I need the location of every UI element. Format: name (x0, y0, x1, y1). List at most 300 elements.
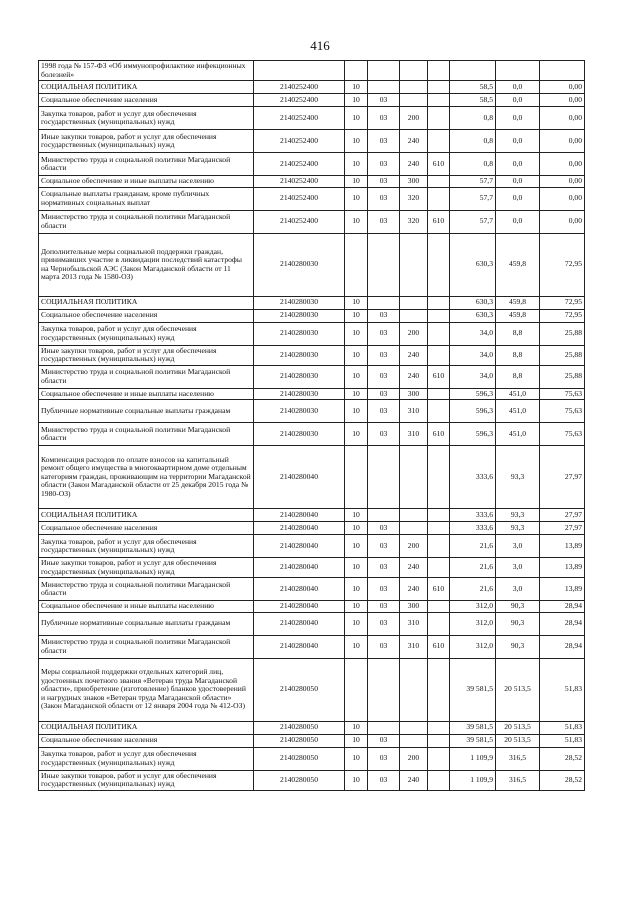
row-ministry-code (428, 107, 450, 130)
row-target-code: 2140280040 (254, 522, 345, 535)
row-ministry-code (428, 446, 450, 509)
table-row (39, 423, 585, 446)
row-section: 10 (345, 601, 368, 613)
row-section (345, 233, 368, 296)
row-expense-type: 310 (400, 423, 428, 446)
row-name: Социальное обеспечение и иные выплаты населению (39, 601, 254, 613)
row-subsection: 03 (368, 176, 400, 188)
row-section: 10 (345, 345, 368, 365)
row-subsection: 03 (368, 612, 400, 635)
row-actual-value: 90,3 (496, 601, 540, 613)
row-expense-type: 240 (400, 130, 428, 153)
row-plan-value: 0,8 (450, 130, 496, 153)
row-name: Социальное обеспечение населения (39, 522, 254, 535)
row-ministry-code: 610 (428, 578, 450, 601)
row-section: 10 (345, 107, 368, 130)
row-section: 10 (345, 187, 368, 210)
row-actual-value: 3,0 (496, 558, 540, 578)
row-plan-value: 57,7 (450, 210, 496, 233)
row-name: 1998 года № 157-ФЗ «Об иммунопрофилактике инфекционных болезней» (39, 61, 254, 81)
row-percent: 0,00 (540, 81, 585, 94)
row-ministry-code (428, 309, 450, 322)
row-plan-value: 333,6 (450, 509, 496, 522)
row-section: 10 (345, 94, 368, 107)
row-actual-value: 459,8 (496, 309, 540, 322)
row-ministry-code (428, 734, 450, 747)
row-section: 10 (345, 770, 368, 790)
row-subsection (368, 61, 400, 81)
row-percent: 72,95 (540, 309, 585, 322)
row-percent: 13,89 (540, 535, 585, 558)
row-ministry-code (428, 509, 450, 522)
row-expense-type (400, 81, 428, 94)
row-name: СОЦИАЛЬНАЯ ПОЛИТИКА (39, 721, 254, 734)
row-plan-value: 312,0 (450, 612, 496, 635)
row-ministry-code (428, 81, 450, 94)
row-plan-value: 333,6 (450, 446, 496, 509)
row-actual-value: 90,3 (496, 612, 540, 635)
row-target-code (254, 61, 345, 81)
row-expense-type (400, 233, 428, 296)
row-target-code: 2140280050 (254, 747, 345, 770)
table-row (39, 400, 585, 423)
row-plan-value: 39 581,5 (450, 658, 496, 721)
table-row (39, 446, 585, 509)
row-section: 10 (345, 296, 368, 309)
table-row (39, 601, 585, 613)
row-plan-value: 34,0 (450, 345, 496, 365)
row-percent: 28,52 (540, 770, 585, 790)
row-plan-value: 34,0 (450, 322, 496, 345)
table-row (39, 721, 585, 734)
budget-table (38, 60, 585, 791)
row-subsection (368, 658, 400, 721)
row-subsection (368, 509, 400, 522)
row-actual-value: 0,0 (496, 187, 540, 210)
row-subsection: 03 (368, 747, 400, 770)
table-row (39, 94, 585, 107)
table-row (39, 365, 585, 388)
row-percent: 51,83 (540, 721, 585, 734)
row-section: 10 (345, 558, 368, 578)
row-section: 10 (345, 578, 368, 601)
row-name: Социальное обеспечение населения (39, 309, 254, 322)
row-expense-type: 240 (400, 153, 428, 176)
row-subsection (368, 721, 400, 734)
row-percent: 0,00 (540, 107, 585, 130)
row-percent: 27,97 (540, 522, 585, 535)
row-expense-type: 300 (400, 601, 428, 613)
table-row (39, 296, 585, 309)
row-target-code: 2140280030 (254, 365, 345, 388)
row-name: Закупка товаров, работ и услуг для обеспечения государственных (муниципальных) нужд (39, 535, 254, 558)
row-ministry-code: 610 (428, 365, 450, 388)
row-percent: 51,83 (540, 658, 585, 721)
row-expense-type: 240 (400, 770, 428, 790)
row-section: 10 (345, 423, 368, 446)
row-subsection: 03 (368, 345, 400, 365)
row-subsection: 03 (368, 94, 400, 107)
row-ministry-code (428, 187, 450, 210)
row-actual-value: 93,3 (496, 446, 540, 509)
row-subsection: 03 (368, 770, 400, 790)
row-actual-value: 0,0 (496, 153, 540, 176)
row-percent: 28,94 (540, 601, 585, 613)
row-target-code: 2140280040 (254, 601, 345, 613)
row-percent: 28,52 (540, 747, 585, 770)
table-row (39, 107, 585, 130)
row-actual-value: 0,0 (496, 130, 540, 153)
row-name: Закупка товаров, работ и услуг для обеспечения государственных (муниципальных) нужд (39, 322, 254, 345)
row-target-code: 2140252400 (254, 130, 345, 153)
row-target-code: 2140252400 (254, 94, 345, 107)
row-target-code: 2140280050 (254, 721, 345, 734)
row-percent: 25,88 (540, 365, 585, 388)
row-plan-value: 34,0 (450, 365, 496, 388)
row-actual-value: 0,0 (496, 107, 540, 130)
table-row (39, 612, 585, 635)
row-name: Социальное обеспечение и иные выплаты населению (39, 388, 254, 400)
row-subsection: 03 (368, 635, 400, 658)
row-name: Компенсация расходов по оплате взносов на капитальный ремонт общего имущества в многоквартирном доме отдельным категориям граждан, проживающим на территории Магаданской области (Закон Магаданской области от 25 декабря 2015 года № 1980-ОЗ) (39, 446, 254, 509)
row-ministry-code (428, 601, 450, 613)
row-ministry-code (428, 721, 450, 734)
table-row (39, 658, 585, 721)
row-subsection: 03 (368, 558, 400, 578)
row-target-code: 2140280050 (254, 658, 345, 721)
row-expense-type (400, 94, 428, 107)
table-row (39, 81, 585, 94)
row-subsection: 03 (368, 522, 400, 535)
row-target-code: 2140280040 (254, 535, 345, 558)
row-actual-value: 451,0 (496, 388, 540, 400)
row-ministry-code (428, 296, 450, 309)
row-percent: 75,63 (540, 423, 585, 446)
row-actual-value: 3,0 (496, 578, 540, 601)
row-expense-type: 240 (400, 365, 428, 388)
row-expense-type: 300 (400, 176, 428, 188)
row-ministry-code (428, 400, 450, 423)
row-percent: 13,89 (540, 578, 585, 601)
row-section: 10 (345, 535, 368, 558)
row-actual-value: 20 513,5 (496, 658, 540, 721)
row-subsection: 03 (368, 535, 400, 558)
row-target-code: 2140252400 (254, 176, 345, 188)
row-ministry-code (428, 770, 450, 790)
row-expense-type (400, 446, 428, 509)
row-section: 10 (345, 635, 368, 658)
row-target-code: 2140280050 (254, 734, 345, 747)
row-plan-value: 58,5 (450, 81, 496, 94)
row-section: 10 (345, 509, 368, 522)
row-name: Министерство труда и социальной политики Магаданской области (39, 153, 254, 176)
table-row (39, 153, 585, 176)
row-subsection (368, 446, 400, 509)
table-row (39, 770, 585, 790)
row-subsection: 03 (368, 734, 400, 747)
table-row (39, 734, 585, 747)
row-plan-value: 39 581,5 (450, 734, 496, 747)
row-expense-type (400, 734, 428, 747)
row-ministry-code (428, 322, 450, 345)
row-subsection (368, 233, 400, 296)
row-subsection: 03 (368, 365, 400, 388)
row-plan-value: 0,8 (450, 107, 496, 130)
row-actual-value: 8,8 (496, 345, 540, 365)
row-subsection: 03 (368, 210, 400, 233)
row-name: Социальное обеспечение и иные выплаты населению (39, 176, 254, 188)
row-plan-value: 1 109,9 (450, 747, 496, 770)
row-plan-value: 21,6 (450, 535, 496, 558)
row-ministry-code: 610 (428, 210, 450, 233)
row-percent: 28,94 (540, 612, 585, 635)
row-subsection: 03 (368, 107, 400, 130)
row-name: Социальные выплаты гражданам, кроме публичных нормативных социальных выплат (39, 187, 254, 210)
row-subsection: 03 (368, 153, 400, 176)
row-ministry-code (428, 522, 450, 535)
row-actual-value: 0,0 (496, 176, 540, 188)
row-plan-value: 312,0 (450, 601, 496, 613)
row-ministry-code: 610 (428, 635, 450, 658)
row-name: Министерство труда и социальной политики Магаданской области (39, 365, 254, 388)
row-section: 10 (345, 153, 368, 176)
row-name: Закупка товаров, работ и услуг для обеспечения государственных (муниципальных) нужд (39, 107, 254, 130)
row-name: Дополнительные меры социальной поддержки граждан, принимавших участие в ликвидации последствий катастрофы на Чернобыльской АЭС (Закон Магаданской области от 11 марта 2013 года № 1580-ОЗ) (39, 233, 254, 296)
row-plan-value: 630,3 (450, 233, 496, 296)
row-expense-type (400, 658, 428, 721)
row-section: 10 (345, 322, 368, 345)
row-actual-value: 459,8 (496, 233, 540, 296)
row-actual-value: 316,5 (496, 747, 540, 770)
row-expense-type: 310 (400, 400, 428, 423)
table-row (39, 187, 585, 210)
row-section: 10 (345, 721, 368, 734)
row-percent: 0,00 (540, 210, 585, 233)
row-subsection (368, 296, 400, 309)
row-actual-value: 20 513,5 (496, 734, 540, 747)
row-plan-value: 333,6 (450, 522, 496, 535)
row-ministry-code (428, 233, 450, 296)
row-percent: 28,94 (540, 635, 585, 658)
row-expense-type (400, 522, 428, 535)
row-target-code: 2140280030 (254, 388, 345, 400)
row-expense-type (400, 721, 428, 734)
row-expense-type (400, 296, 428, 309)
row-target-code: 2140280030 (254, 296, 345, 309)
row-ministry-code (428, 94, 450, 107)
row-actual-value: 451,0 (496, 423, 540, 446)
row-section: 10 (345, 747, 368, 770)
row-target-code: 2140280040 (254, 558, 345, 578)
row-target-code: 2140280030 (254, 322, 345, 345)
row-plan-value: 1 109,9 (450, 770, 496, 790)
row-name: Иные закупки товаров, работ и услуг для обеспечения государственных (муниципальных) нужд (39, 130, 254, 153)
row-subsection: 03 (368, 322, 400, 345)
row-subsection: 03 (368, 309, 400, 322)
table-row (39, 233, 585, 296)
row-expense-type: 320 (400, 210, 428, 233)
row-expense-type: 310 (400, 612, 428, 635)
row-ministry-code (428, 558, 450, 578)
row-ministry-code (428, 345, 450, 365)
row-section: 10 (345, 400, 368, 423)
row-target-code: 2140252400 (254, 81, 345, 94)
page-number: 416 (310, 38, 330, 53)
row-percent: 0,00 (540, 153, 585, 176)
row-name: Министерство труда и социальной политики Магаданской области (39, 210, 254, 233)
row-target-code: 2140252400 (254, 153, 345, 176)
row-ministry-code: 610 (428, 423, 450, 446)
row-name: Меры социальной поддержки отдельных категорий лиц, удостоенных почетного звания «Ветеран труда Магаданской области», приобретение (изготовление) бланков удостоверений и нагрудных знаков «Ветеран труда Магаданской области» (Закон Магаданской области от 12 января 2004 года № 412-ОЗ) (39, 658, 254, 721)
row-percent (540, 61, 585, 81)
row-actual-value: 3,0 (496, 535, 540, 558)
row-expense-type: 240 (400, 558, 428, 578)
row-ministry-code (428, 658, 450, 721)
row-target-code: 2140280040 (254, 446, 345, 509)
table-row (39, 130, 585, 153)
row-target-code: 2140280030 (254, 400, 345, 423)
row-ministry-code (428, 612, 450, 635)
row-ministry-code: 610 (428, 153, 450, 176)
row-name: Иные закупки товаров, работ и услуг для обеспечения государственных (муниципальных) нужд (39, 345, 254, 365)
row-name: СОЦИАЛЬНАЯ ПОЛИТИКА (39, 296, 254, 309)
row-target-code: 2140280040 (254, 509, 345, 522)
row-section: 10 (345, 388, 368, 400)
row-actual-value: 8,8 (496, 322, 540, 345)
row-ministry-code (428, 535, 450, 558)
row-target-code: 2140280030 (254, 423, 345, 446)
table-row (39, 388, 585, 400)
row-ministry-code (428, 388, 450, 400)
table-row (39, 345, 585, 365)
row-plan-value: 596,3 (450, 388, 496, 400)
row-percent: 0,00 (540, 187, 585, 210)
row-subsection (368, 81, 400, 94)
row-section: 10 (345, 612, 368, 635)
row-expense-type: 320 (400, 187, 428, 210)
row-name: Закупка товаров, работ и услуг для обеспечения государственных (муниципальных) нужд (39, 747, 254, 770)
row-section (345, 446, 368, 509)
row-percent: 27,97 (540, 509, 585, 522)
row-name: Иные закупки товаров, работ и услуг для обеспечения государственных (муниципальных) нужд (39, 770, 254, 790)
table-row (39, 558, 585, 578)
row-name: Публичные нормативные социальные выплаты гражданам (39, 400, 254, 423)
row-expense-type: 300 (400, 388, 428, 400)
row-target-code: 2140280040 (254, 612, 345, 635)
table-row (39, 309, 585, 322)
row-percent: 72,95 (540, 296, 585, 309)
row-expense-type (400, 309, 428, 322)
row-percent: 25,88 (540, 322, 585, 345)
row-expense-type: 240 (400, 345, 428, 365)
row-target-code: 2140280040 (254, 578, 345, 601)
row-actual-value: 93,3 (496, 522, 540, 535)
row-percent: 25,88 (540, 345, 585, 365)
row-subsection: 03 (368, 423, 400, 446)
row-section: 10 (345, 81, 368, 94)
row-plan-value: 0,8 (450, 153, 496, 176)
row-target-code: 2140252400 (254, 187, 345, 210)
row-section: 10 (345, 734, 368, 747)
row-plan-value: 596,3 (450, 400, 496, 423)
row-section (345, 61, 368, 81)
table-row (39, 210, 585, 233)
row-section: 10 (345, 130, 368, 153)
row-ministry-code (428, 747, 450, 770)
table-row (39, 176, 585, 188)
row-actual-value (496, 61, 540, 81)
row-actual-value: 8,8 (496, 365, 540, 388)
row-section (345, 658, 368, 721)
row-section: 10 (345, 522, 368, 535)
table-row (39, 535, 585, 558)
row-plan-value: 596,3 (450, 423, 496, 446)
row-actual-value: 451,0 (496, 400, 540, 423)
row-name: Публичные нормативные социальные выплаты гражданам (39, 612, 254, 635)
row-actual-value: 0,0 (496, 210, 540, 233)
row-target-code: 2140280040 (254, 635, 345, 658)
row-percent: 0,00 (540, 94, 585, 107)
row-name: Министерство труда и социальной политики Магаданской области (39, 635, 254, 658)
row-percent: 51,83 (540, 734, 585, 747)
row-section: 10 (345, 176, 368, 188)
table-row (39, 635, 585, 658)
row-expense-type (400, 509, 428, 522)
row-percent: 27,97 (540, 446, 585, 509)
table-row (39, 522, 585, 535)
row-subsection: 03 (368, 601, 400, 613)
row-actual-value: 0,0 (496, 94, 540, 107)
row-plan-value: 630,3 (450, 309, 496, 322)
row-expense-type: 200 (400, 107, 428, 130)
row-name: Министерство труда и социальной политики Магаданской области (39, 423, 254, 446)
row-plan-value: 312,0 (450, 635, 496, 658)
row-target-code: 2140252400 (254, 210, 345, 233)
row-percent: 75,63 (540, 400, 585, 423)
row-actual-value: 20 513,5 (496, 721, 540, 734)
row-section: 10 (345, 365, 368, 388)
row-subsection: 03 (368, 578, 400, 601)
row-actual-value: 0,0 (496, 81, 540, 94)
row-expense-type: 200 (400, 322, 428, 345)
row-actual-value: 459,8 (496, 296, 540, 309)
row-actual-value: 316,5 (496, 770, 540, 790)
row-expense-type: 200 (400, 535, 428, 558)
row-plan-value: 58,5 (450, 94, 496, 107)
row-plan-value: 57,7 (450, 176, 496, 188)
table-row (39, 509, 585, 522)
row-name: СОЦИАЛЬНАЯ ПОЛИТИКА (39, 81, 254, 94)
row-percent: 72,95 (540, 233, 585, 296)
row-target-code: 2140280030 (254, 309, 345, 322)
row-expense-type: 310 (400, 635, 428, 658)
row-target-code: 2140280050 (254, 770, 345, 790)
row-target-code: 2140280030 (254, 345, 345, 365)
row-name: Социальное обеспечение населения (39, 94, 254, 107)
row-plan-value (450, 61, 496, 81)
row-expense-type: 200 (400, 747, 428, 770)
row-section: 10 (345, 210, 368, 233)
row-subsection: 03 (368, 400, 400, 423)
row-percent: 13,89 (540, 558, 585, 578)
row-subsection: 03 (368, 187, 400, 210)
table-row (39, 578, 585, 601)
row-actual-value: 93,3 (496, 509, 540, 522)
row-plan-value: 39 581,5 (450, 721, 496, 734)
row-expense-type (400, 61, 428, 81)
row-name: СОЦИАЛЬНАЯ ПОЛИТИКА (39, 509, 254, 522)
row-percent: 0,00 (540, 130, 585, 153)
